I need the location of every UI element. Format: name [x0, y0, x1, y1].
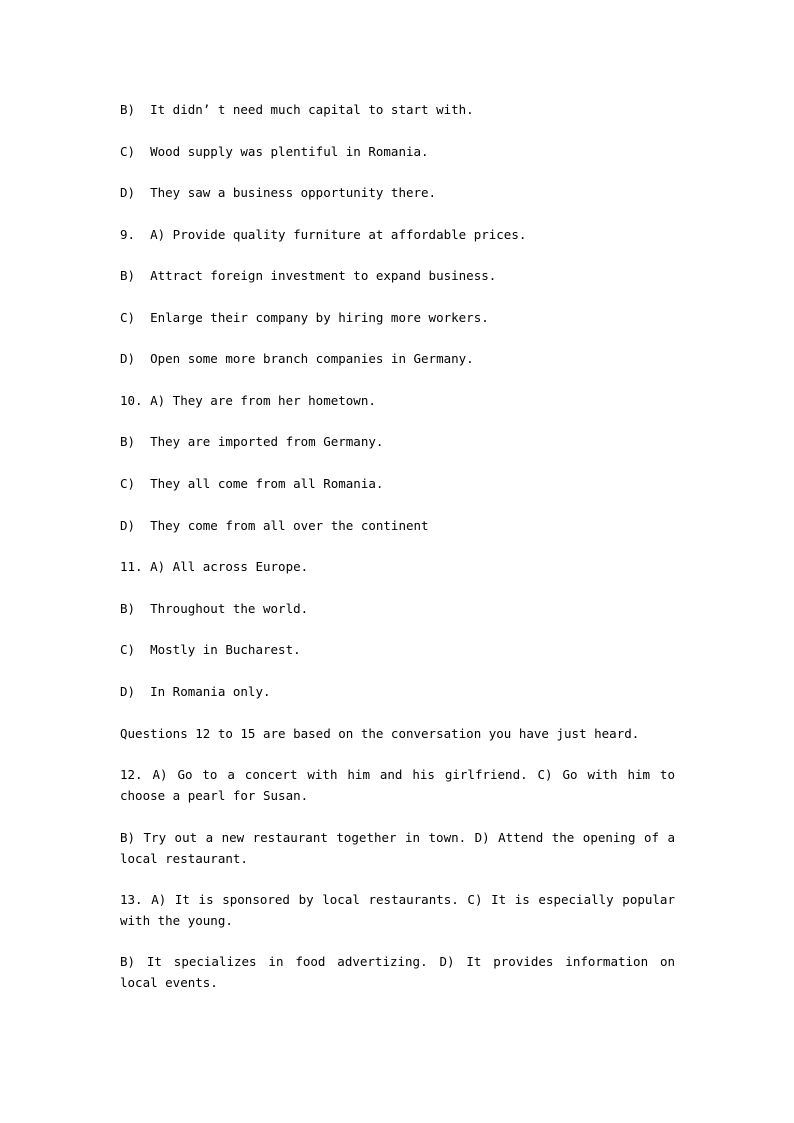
option-c-q9: C) Enlarge their company by hiring more workers. — [120, 310, 489, 325]
question-12-options-a-c: 12. A) Go to a concert with him and his girlfriend. C) Go with him to choose a pearl for Susan. — [120, 767, 675, 803]
question-13-options-b-d: B) It specializes in food advertizing. D) It provides information on local events. — [120, 954, 675, 990]
option-d-q11: D) In Romania only. — [120, 684, 271, 699]
option-b-q10: B) They are imported from Germany. — [120, 434, 384, 449]
option-b-q11: B) Throughout the world. — [120, 601, 309, 616]
question-13-options-a-c: 13. A) It is sponsored by local restaurants. C) It is especially popular with the young. — [120, 892, 675, 928]
option-c-q11: C) Mostly in Bucharest. — [120, 642, 301, 657]
option-b-q9: B) Attract foreign investment to expand business. — [120, 268, 497, 283]
option-d-q8: D) They saw a business opportunity there. — [120, 185, 437, 200]
question-12-options-b-d: B) Try out a new restaurant together in town. D) Attend the opening of a local restaurant. — [120, 830, 675, 866]
question-9-option-a: 9. A) Provide quality furniture at affordable prices. — [120, 227, 527, 242]
option-c-q10: C) They all come from all Romania. — [120, 476, 384, 491]
option-c-q8: C) Wood supply was plentiful in Romania. — [120, 144, 429, 159]
question-10-option-a: 10. A) They are from her hometown. — [120, 393, 376, 408]
section-instructions: Questions 12 to 15 are based on the conversation you have just heard. — [120, 726, 640, 741]
option-d-q9: D) Open some more branch companies in Germany. — [120, 351, 474, 366]
option-d-q10: D) They come from all over the continent — [120, 518, 429, 533]
question-11-option-a: 11. A) All across Europe. — [120, 559, 309, 574]
option-b-q8: B) It didn’ t need much capital to start with. — [120, 102, 474, 117]
